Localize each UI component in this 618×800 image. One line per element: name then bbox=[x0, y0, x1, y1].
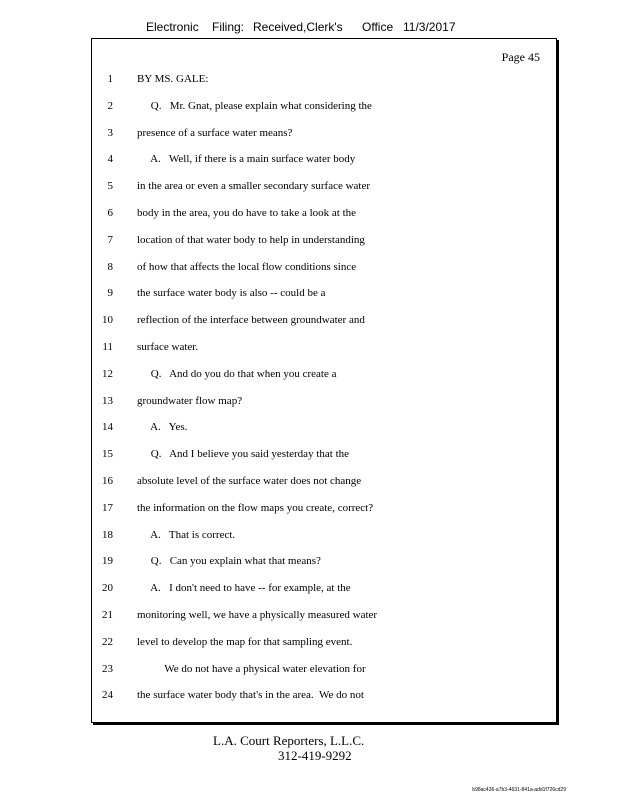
line-text: monitoring well, we have a physically measured water bbox=[137, 609, 378, 621]
transcript-line bbox=[92, 448, 552, 468]
transcript-line bbox=[92, 153, 552, 173]
line-number: 13 bbox=[102, 394, 113, 407]
line-text: A. Well, if there is a main surface water body bbox=[137, 153, 356, 166]
line-number: 1 bbox=[107, 73, 113, 85]
line-number: 21 bbox=[102, 609, 113, 621]
transcript-line bbox=[92, 609, 552, 629]
line-number: 5 bbox=[107, 180, 113, 193]
transcript-line bbox=[92, 234, 552, 254]
transcript-line bbox=[92, 207, 552, 227]
transcript-line bbox=[92, 127, 552, 147]
line-text: A. I don't need to have -- for example, at the bbox=[137, 582, 351, 595]
filing-label: Filing: bbox=[212, 20, 245, 34]
line-number: 16 bbox=[102, 475, 113, 487]
line-text: location of that water body to help in understanding bbox=[137, 233, 365, 246]
filing-electronic: Electronic bbox=[146, 20, 199, 34]
line-text: Q. Mr. Gnat, please explain what considering the bbox=[137, 99, 372, 112]
line-number: 9 bbox=[107, 287, 113, 300]
line-number: 14 bbox=[102, 421, 113, 434]
transcript-line bbox=[92, 582, 552, 602]
line-text: absolute level of the surface water does not change bbox=[137, 475, 362, 487]
transcript-line bbox=[92, 368, 552, 388]
line-number: 23 bbox=[102, 662, 113, 675]
line-number: 15 bbox=[102, 448, 113, 461]
transcript-line bbox=[92, 529, 552, 549]
line-number: 22 bbox=[102, 635, 113, 648]
line-number: 18 bbox=[102, 528, 113, 541]
document-hash: b98ac436-a7b3-4631-841a-add1f726cd29 bbox=[472, 787, 566, 793]
line-text: presence of a surface water means? bbox=[137, 126, 293, 139]
line-number: 17 bbox=[102, 501, 113, 514]
line-number: 12 bbox=[102, 367, 113, 380]
line-text: level to develop the map for that sampling event. bbox=[137, 635, 353, 648]
transcript-line bbox=[92, 341, 552, 361]
transcript-line bbox=[92, 502, 552, 522]
transcript-line bbox=[92, 689, 552, 709]
line-text: in the area or even a smaller secondary surface water bbox=[137, 180, 371, 193]
transcript-line bbox=[92, 73, 552, 93]
transcript-line bbox=[92, 180, 552, 200]
transcript-line bbox=[92, 636, 552, 656]
page-number: Page 45 bbox=[501, 50, 540, 64]
line-text: groundwater flow map? bbox=[137, 394, 243, 407]
line-text: body in the area, you do have to take a look at the bbox=[137, 207, 357, 219]
transcript-line bbox=[92, 555, 552, 575]
line-number: 2 bbox=[107, 99, 113, 112]
transcript-line bbox=[92, 314, 552, 334]
line-text: Q. And do you do that when you create a bbox=[137, 367, 337, 380]
line-text: reflection of the interface between groundwater and bbox=[137, 314, 365, 327]
transcript-line bbox=[92, 475, 552, 495]
line-text: A. Yes. bbox=[137, 421, 188, 434]
transcript-line bbox=[92, 421, 552, 441]
line-text: the surface water body that's in the area. We do not bbox=[137, 689, 364, 702]
line-number: 10 bbox=[102, 314, 113, 327]
transcript-line bbox=[92, 663, 552, 683]
line-text: We do not have a physical water elevation for bbox=[137, 662, 366, 675]
reporter-company: L.A. Court Reporters, L.L.C. bbox=[213, 733, 365, 748]
transcript-line bbox=[92, 395, 552, 415]
line-text: of how that affects the local flow conditions since bbox=[137, 260, 357, 273]
line-text: the surface water body is also -- could be a bbox=[137, 287, 326, 300]
transcript-line bbox=[92, 100, 552, 120]
line-text: surface water. bbox=[137, 341, 199, 353]
line-number: 6 bbox=[107, 207, 113, 219]
line-number: 19 bbox=[102, 555, 113, 568]
reporter-phone: 312-419-9292 bbox=[278, 748, 352, 763]
line-text: the information on the flow maps you create, correct? bbox=[137, 501, 374, 514]
line-text: Q. And I believe you said yesterday that the bbox=[137, 448, 350, 461]
line-text: A. That is correct. bbox=[137, 528, 236, 541]
line-number: 8 bbox=[107, 260, 113, 273]
filing-date: 11/3/2017 bbox=[403, 20, 456, 34]
line-number: 3 bbox=[107, 126, 113, 139]
line-number: 11 bbox=[102, 341, 113, 353]
transcript-line bbox=[92, 261, 552, 281]
line-number: 24 bbox=[102, 689, 113, 702]
line-number: 7 bbox=[107, 233, 113, 246]
transcript-page bbox=[91, 38, 557, 723]
line-text: Q. Can you explain what that means? bbox=[137, 555, 321, 568]
filing-office: Office bbox=[362, 20, 394, 34]
line-text: BY MS. GALE: bbox=[137, 73, 209, 85]
filing-received: Received,Clerk's bbox=[253, 20, 343, 34]
line-number: 20 bbox=[102, 582, 113, 595]
transcript-line bbox=[92, 287, 552, 307]
line-number: 4 bbox=[107, 153, 113, 166]
